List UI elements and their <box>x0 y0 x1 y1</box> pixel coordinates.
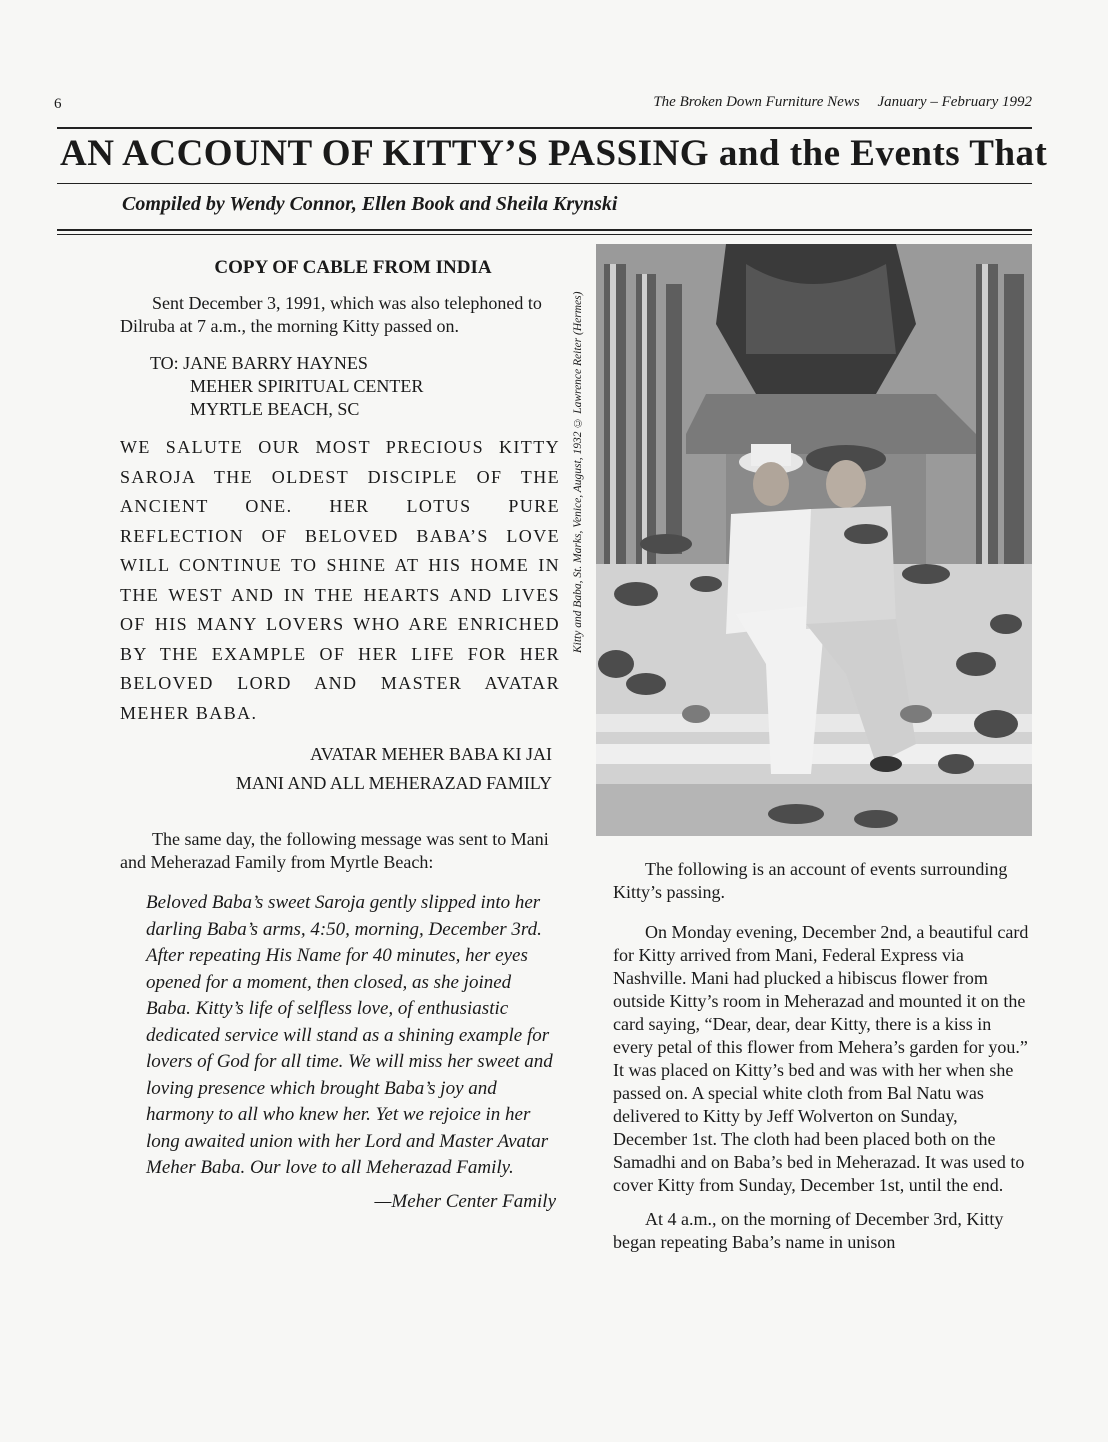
article-title: AN ACCOUNT OF KITTY’S PASSING and the Events That <box>60 133 1048 174</box>
to-place: MYRTLE BEACH, SC <box>190 399 360 419</box>
account-paragraph-2: On Monday evening, December 2nd, a beautiful card for Kitty arrived from Mani, Federal Express via Nashville. Mani had plucked a hibiscus flower from outside Kitty’s room in Meherazad and mounted it on the card saying, “Dear, dear, dear Kitty, there is a kiss in every petal of this flower from Mehera’s garden for you.” It was placed on Kitty’s bed and was with her when she passed on. A special white cloth from Bal Natu was delivered to Kitty by Jeff Wolverton on Sunday, December 1st. The cloth had been placed both on the Samadhi and on Baba’s bed in Meherazad. It was used to cover Kitty from Sunday, December 1st, until the end. <box>613 922 1029 1195</box>
cable-heading: COPY OF CABLE FROM INDIA <box>214 257 492 278</box>
right-column <box>613 858 1033 1271</box>
cable-signature <box>120 740 560 798</box>
message-intro: The same day, the following message was sent to Mani and Meherazad Family from Myrtle Beach: <box>120 829 549 872</box>
byline: Compiled by Wendy Connor, Ellen Book and Sheila Krynski <box>122 193 618 215</box>
title-rule-bottom <box>57 183 1032 184</box>
photo-kitty-and-baba <box>596 244 1032 836</box>
running-head <box>639 94 1032 111</box>
account-paragraph-1: The following is an account of events surrounding Kitty’s passing. <box>613 859 1008 902</box>
message-text: Beloved Baba’s sweet Saroja gently slipped into her darling Baba’s arms, 4:50, morning, December 3rd. After repeating His Name for 40 minutes, her eyes opened for a moment, then closed, as she joined Baba. Kitty’s life of selfless love, of enthusiastic dedicated service will stand as a shining example for lovers of God for all time. We will miss her sweet and loving presence which brought Baba’s joy and harmony to all who knew her. Yet we rejoice in her long awaited union with her Lord and Master Avatar Meher Baba. Our love to all Meherazad Family. <box>146 892 553 1178</box>
cable-sign-line-2: MANI AND ALL MEHERAZAD FAMILY <box>235 773 552 793</box>
account-paragraph-3: At 4 a.m., on the morning of December 3rd, Kitty began repeating Baba’s name in unison <box>613 1209 1004 1252</box>
photo-credit: Kitty and Baba, St. Marks, Venice, August, 1932 © Lawrence Reiter (Hermes) <box>572 291 584 653</box>
cable-address <box>150 352 560 421</box>
title-rule-top <box>57 127 1032 129</box>
cable-sign-line-1: AVATAR MEHER BABA KI JAI <box>310 744 552 764</box>
to-name: JANE BARRY HAYNES <box>183 353 368 373</box>
issue-date: January – February 1992 <box>877 94 1032 110</box>
message-signoff: —Meher Center Family <box>374 1190 556 1212</box>
section-rule-thin <box>57 234 1032 235</box>
left-column <box>120 256 560 1213</box>
to-org: MEHER SPIRITUAL CENTER <box>190 376 424 396</box>
section-rule <box>57 229 1032 231</box>
to-label: TO: <box>150 353 179 373</box>
page-number: 6 <box>54 96 62 112</box>
publication-name: The Broken Down Furniture News <box>653 94 860 110</box>
cable-body: WE SALUTE OUR MOST PRECIOUS KITTY SAROJA THE OLDEST DISCIPLE OF THE ANCIENT ONE. HER LOTUS PURE REFLECTION OF BELOVED BABA’S LOVE WILL CONTINUE TO SHINE AT HIS HOME IN THE WEST AND IN THE HEARTS AND LIVES OF HIS MANY LOVERS WHO ARE ENRICHED BY THE EXAMPLE OF HER LIFE FOR HER BELOVED LORD AND MASTER AVATAR MEHER BABA. <box>120 437 560 723</box>
cable-intro: Sent December 3, 1991, which was also telephoned to Dilruba at 7 a.m., the morning Kitty passed on. <box>120 293 542 336</box>
